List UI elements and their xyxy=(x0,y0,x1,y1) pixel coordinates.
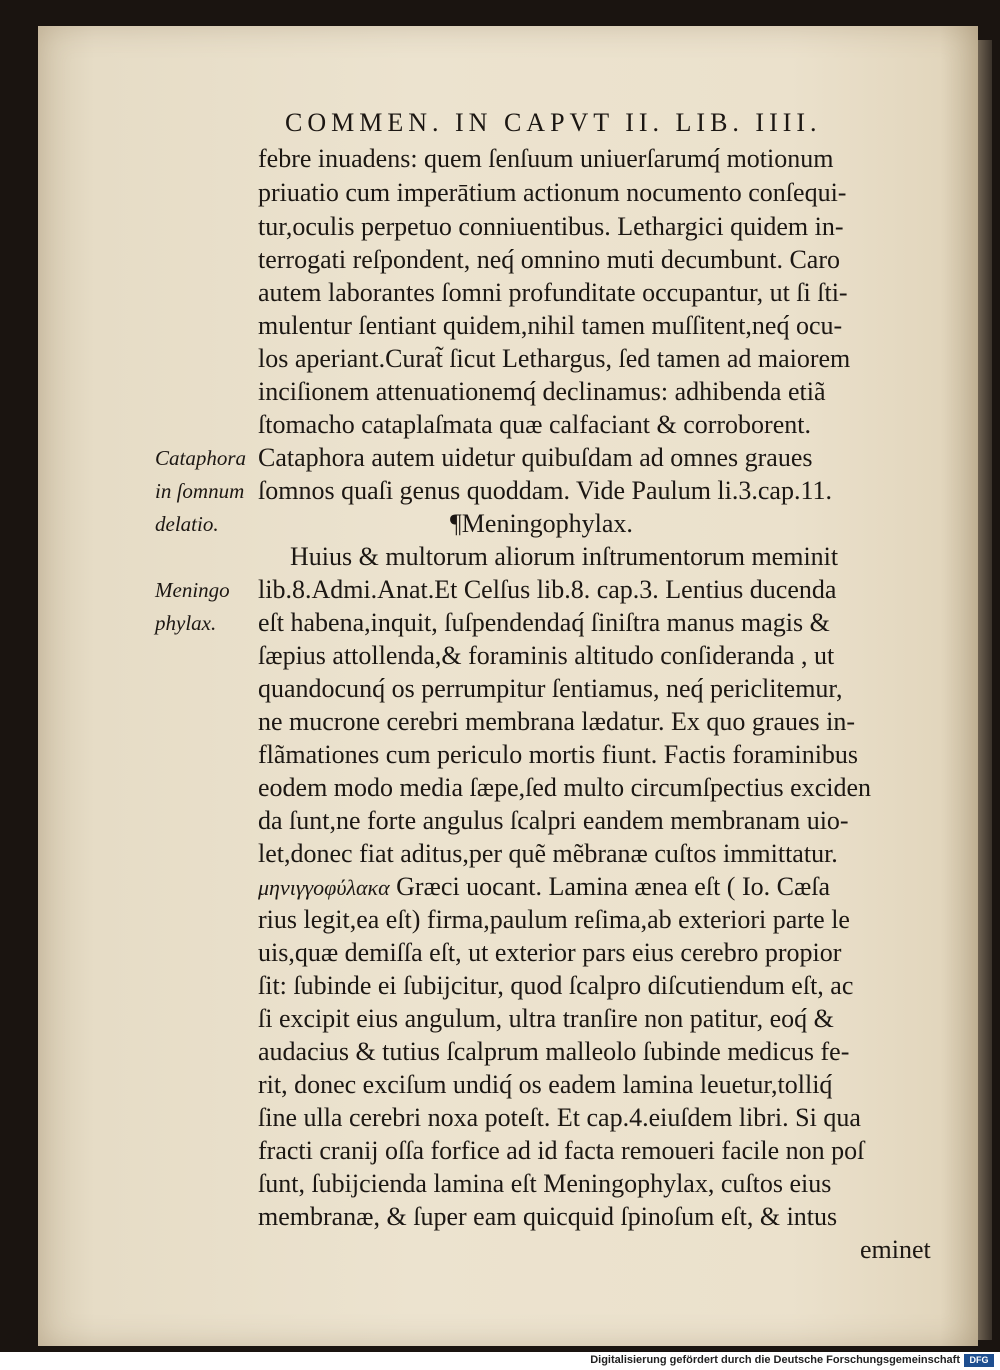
text-line: febre inuadens: quem ſenſuum uniuerſarumq́ motionum xyxy=(258,144,834,173)
text-line: audacius & tutius ſcalprum malleolo ſubinde medicus fe- xyxy=(258,1037,850,1066)
text-line: lib.8.Admi.Anat.Et Celſus lib.8. cap.3. Lentius ducenda xyxy=(258,575,837,604)
text-line: ſunt, ſubijcienda lamina eſt Meningophylax, cuſtos eius xyxy=(258,1169,832,1198)
text-line: eodem modo media ſæpe,ſed multo circumſpectius exciden xyxy=(258,773,871,802)
section-heading: ¶Meningophylax. xyxy=(450,509,633,538)
text-line: rit, donec exciſum undiq́ os eadem lamina leuetur,tolliq́ xyxy=(258,1070,833,1099)
text-line: ſomnos quaſi genus quoddam. Vide Paulum li.3.cap.11. xyxy=(258,476,832,505)
text-line: Cataphora autem uidetur quibuſdam ad omnes graues xyxy=(258,443,813,472)
text-line: los aperiant.Curat̃ ſicut Lethargus, ſed tamen ad maiorem xyxy=(258,344,851,373)
text-line: da ſunt,ne forte angulus ſcalpri eandem membranam uio- xyxy=(258,806,849,835)
dfg-logo-icon: DFG xyxy=(964,1354,994,1367)
margin-note: delatio. xyxy=(155,512,219,536)
text-line: ſæpius attollenda,& foraminis altitudo conſideranda , ut xyxy=(258,641,835,670)
margin-note: Meningo xyxy=(155,578,230,602)
text-line: mulentur ſentiant quidem,nihil tamen muſſitent,neq́ ocu- xyxy=(258,311,843,340)
text-line: quandocunq́ os perrumpitur ſentiamus, neq́ periclitemur, xyxy=(258,674,843,703)
text-line: tur,oculis perpetuo conniuentibus. Lethargici quidem in- xyxy=(258,212,844,241)
text-line: ne mucrone cerebri membrana lædatur. Ex quo graues in- xyxy=(258,707,856,736)
text-line: membranæ, & ſuper eam quicquid ſpinoſum eſt, & intus xyxy=(258,1202,838,1231)
text-line: Huius & multorum aliorum inſtrumentorum meminit xyxy=(290,542,839,571)
funding-credit: Digitalisierung gefördert durch die Deutsche Forschungsgemeinschaft xyxy=(590,1354,960,1366)
text-line: uis,quæ demiſſa eſt, ut exterior pars eius cerebro propior xyxy=(258,938,842,967)
text-line: autem laborantes ſomni profunditate occupantur, ut ſi ſti- xyxy=(258,278,848,307)
page-edge xyxy=(978,40,992,1340)
text-line: ſine ulla cerebri noxa poteſt. Et cap.4.eiuſdem libri. Si qua xyxy=(258,1103,861,1132)
greek-word: μηνιγγοφύλακα xyxy=(258,875,390,900)
catchword: eminet xyxy=(860,1235,931,1264)
text-line: rius legit,ea eſt) firma,paulum reſima,ab exteriori parte le xyxy=(258,905,850,934)
margin-note: phylax. xyxy=(155,611,217,635)
text-line: ſit: ſubinde ei ſubijcitur, quod ſcalpro diſcutiendum eſt, ac xyxy=(258,971,854,1000)
text-line: priuatio cum imperātium actionum nocumento conſequi- xyxy=(258,178,847,207)
text-line-greek xyxy=(258,870,830,904)
text-line: ſi excipit eius angulum, ultra tranſire non patitur, eoq́ & xyxy=(258,1004,834,1033)
text-line: flãmationes cum periculo mortis fiunt. Factis foraminibus xyxy=(258,740,859,769)
margin-note: in ſomnum xyxy=(155,479,245,503)
text-line: fracti cranij oſſa forfice ad id facta remoueri facile non poſ xyxy=(258,1136,865,1165)
text-line: inciſionem attenuationemq́ declinamus: adhibenda etiã xyxy=(258,377,826,406)
text-line: let,donec fiat aditus,per quẽ mẽbranæ cuſtos immittatur. xyxy=(258,839,838,868)
running-head: COMMEN. IN CAPVT II. LIB. IIII. xyxy=(285,108,822,137)
text-line: eſt habena,inquit, ſuſpendendaq́ ſiniſtra manus magis & xyxy=(258,608,830,637)
margin-note: Cataphora xyxy=(155,446,247,470)
text-line: terrogati reſpondent, neq́ omnino muti decumbunt. Caro xyxy=(258,245,840,274)
text-line: ſtomacho cataplaſmata quæ calfaciant & corroborent. xyxy=(258,410,811,439)
text-line-rest: Græci uocant. Lamina ænea eſt ( Io. Cæſa xyxy=(396,872,831,901)
